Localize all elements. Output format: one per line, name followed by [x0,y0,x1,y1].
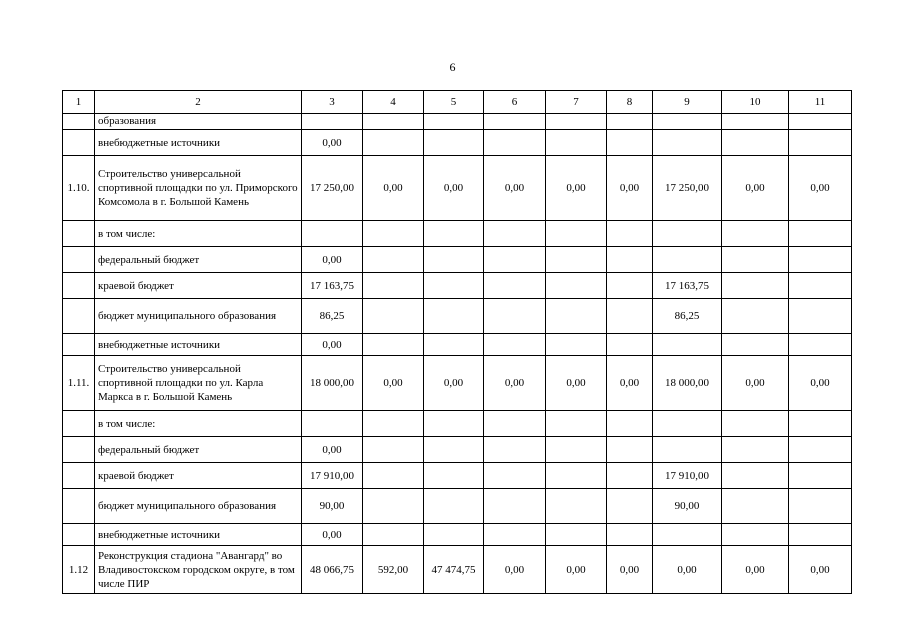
value-cell [722,334,789,356]
value-cell [363,273,424,299]
value-cell [484,463,546,489]
value-cell [484,221,546,247]
value-cell [607,130,653,156]
row-label: внебюджетные источники [95,524,302,546]
value-cell: 17 250,00 [653,156,722,221]
value-cell [789,221,852,247]
value-cell: 86,25 [653,299,722,334]
value-cell [363,411,424,437]
value-cell: 0,00 [722,156,789,221]
row-label: в том числе: [95,221,302,247]
row-label: федеральный бюджет [95,437,302,463]
value-cell [722,299,789,334]
table-row [63,463,852,489]
value-cell: 47 474,75 [424,546,484,594]
column-header: 9 [653,91,722,114]
value-cell [607,437,653,463]
value-cell [363,463,424,489]
column-header: 7 [546,91,607,114]
value-cell [653,130,722,156]
value-cell [722,524,789,546]
value-cell: 0,00 [363,156,424,221]
column-header: 6 [484,91,546,114]
value-cell: 0,00 [789,356,852,411]
value-cell [363,299,424,334]
value-cell [789,247,852,273]
value-cell: 0,00 [484,356,546,411]
table-row [63,356,852,411]
value-cell: 0,00 [302,437,363,463]
value-cell [424,130,484,156]
value-cell [607,524,653,546]
value-cell [484,437,546,463]
row-index: 1.11. [63,356,95,411]
column-header: 8 [607,91,653,114]
value-cell: 17 910,00 [302,463,363,489]
value-cell: 90,00 [302,489,363,524]
value-cell [653,411,722,437]
value-cell: 0,00 [363,356,424,411]
value-cell: 0,00 [607,356,653,411]
value-cell: 17 163,75 [653,273,722,299]
row-label: в том числе: [95,411,302,437]
value-cell: 17 163,75 [302,273,363,299]
value-cell: 0,00 [607,546,653,594]
value-cell [363,524,424,546]
row-label: краевой бюджет [95,273,302,299]
value-cell [607,114,653,130]
value-cell [363,334,424,356]
value-cell [424,524,484,546]
value-cell [789,411,852,437]
value-cell [546,273,607,299]
value-cell [484,524,546,546]
value-cell [424,489,484,524]
value-cell: 0,00 [424,156,484,221]
value-cell [546,114,607,130]
row-index [63,130,95,156]
value-cell [722,489,789,524]
row-label: краевой бюджет [95,463,302,489]
value-cell [722,411,789,437]
row-index [63,334,95,356]
table-row [63,437,852,463]
value-cell: 592,00 [363,546,424,594]
value-cell [653,247,722,273]
row-index [63,299,95,334]
value-cell [653,334,722,356]
value-cell: 0,00 [607,156,653,221]
value-cell [546,489,607,524]
value-cell [484,247,546,273]
header-row [63,91,852,114]
value-cell: 0,00 [546,356,607,411]
value-cell: 0,00 [302,524,363,546]
value-cell: 0,00 [302,247,363,273]
value-cell: 18 000,00 [302,356,363,411]
value-cell [789,489,852,524]
value-cell: 0,00 [484,546,546,594]
row-index [63,273,95,299]
value-cell: 48 066,75 [302,546,363,594]
row-label: Реконструкция стадиона "Авангард" во Владивостокском городском округе, в том числе ПИР [95,546,302,594]
table-row [63,273,852,299]
value-cell [424,114,484,130]
value-cell [484,411,546,437]
value-cell [653,524,722,546]
value-cell [546,299,607,334]
table-row [63,156,852,221]
value-cell [722,247,789,273]
budget-table [62,90,852,594]
value-cell: 0,00 [424,356,484,411]
column-header: 5 [424,91,484,114]
value-cell [302,221,363,247]
value-cell [789,463,852,489]
row-label: бюджет муниципального образования [95,489,302,524]
value-cell [653,221,722,247]
value-cell [484,130,546,156]
table-row [63,524,852,546]
value-cell [607,221,653,247]
value-cell [302,411,363,437]
value-cell [302,114,363,130]
row-index [63,247,95,273]
value-cell [484,489,546,524]
value-cell [607,489,653,524]
value-cell [363,437,424,463]
value-cell [546,437,607,463]
value-cell [484,334,546,356]
value-cell: 18 000,00 [653,356,722,411]
value-cell [363,489,424,524]
value-cell [546,130,607,156]
value-cell: 17 910,00 [653,463,722,489]
row-label: Строительство универсальной спортивной площадки по ул. Приморского Комсомола в г. Большой Камень [95,156,302,221]
row-index [63,411,95,437]
column-header: 4 [363,91,424,114]
value-cell [653,437,722,463]
value-cell [546,247,607,273]
value-cell [546,334,607,356]
table-row [63,299,852,334]
value-cell [789,299,852,334]
value-cell [789,130,852,156]
row-index: 1.12 [63,546,95,594]
row-label: бюджет муниципального образования [95,299,302,334]
column-header: 2 [95,91,302,114]
value-cell [546,524,607,546]
row-index [63,524,95,546]
value-cell [424,463,484,489]
value-cell [722,114,789,130]
value-cell [363,221,424,247]
value-cell [607,334,653,356]
row-label: внебюджетные источники [95,130,302,156]
value-cell [484,114,546,130]
value-cell [789,273,852,299]
value-cell [607,299,653,334]
value-cell: 0,00 [546,156,607,221]
value-cell: 0,00 [302,334,363,356]
row-label: федеральный бюджет [95,247,302,273]
row-label: образования [95,114,302,130]
value-cell: 90,00 [653,489,722,524]
table-row [63,247,852,273]
row-index [63,114,95,130]
column-header: 3 [302,91,363,114]
value-cell [607,463,653,489]
value-cell [722,463,789,489]
row-index [63,437,95,463]
value-cell: 0,00 [789,546,852,594]
value-cell: 0,00 [302,130,363,156]
value-cell [789,437,852,463]
value-cell: 17 250,00 [302,156,363,221]
value-cell [607,273,653,299]
value-cell [722,437,789,463]
value-cell [484,273,546,299]
table-row [63,221,852,247]
value-cell: 0,00 [722,546,789,594]
value-cell: 86,25 [302,299,363,334]
table-row [63,114,852,130]
value-cell [363,130,424,156]
column-header: 1 [63,91,95,114]
value-cell: 0,00 [484,156,546,221]
row-index [63,463,95,489]
value-cell: 0,00 [789,156,852,221]
value-cell: 0,00 [722,356,789,411]
value-cell [546,221,607,247]
table-row [63,130,852,156]
value-cell [424,247,484,273]
row-index [63,221,95,247]
value-cell [789,524,852,546]
value-cell [546,411,607,437]
value-cell [424,334,484,356]
value-cell: 0,00 [546,546,607,594]
row-index [63,489,95,524]
value-cell [424,299,484,334]
value-cell: 0,00 [653,546,722,594]
value-cell [424,273,484,299]
value-cell [789,334,852,356]
value-cell [424,221,484,247]
value-cell [722,130,789,156]
table-row [63,546,852,594]
row-label: Строительство универсальной спортивной площадки по ул. Карла Маркса в г. Большой Камень [95,356,302,411]
value-cell [546,463,607,489]
value-cell [424,411,484,437]
value-cell [722,221,789,247]
value-cell [363,247,424,273]
page-number: 6 [449,60,456,74]
value-cell [607,411,653,437]
value-cell [653,114,722,130]
column-header: 10 [722,91,789,114]
value-cell [363,114,424,130]
value-cell [789,114,852,130]
row-label: внебюджетные источники [95,334,302,356]
column-header: 11 [789,91,852,114]
table-row [63,489,852,524]
table-row [63,411,852,437]
value-cell [484,299,546,334]
row-index: 1.10. [63,156,95,221]
value-cell [722,273,789,299]
value-cell [607,247,653,273]
value-cell [424,437,484,463]
table-row [63,334,852,356]
